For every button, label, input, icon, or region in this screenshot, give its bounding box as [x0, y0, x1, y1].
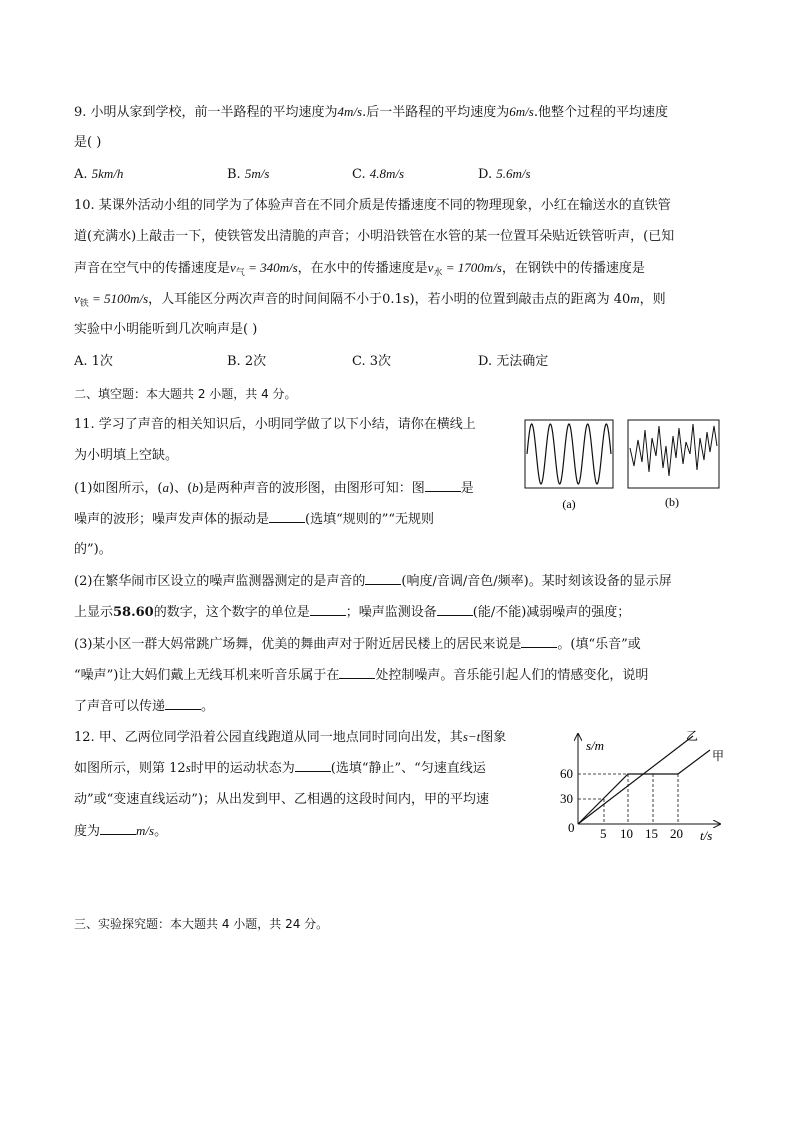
q10-stem-line2: 道(充满水)上敲击一下，使铁管发出清脆的声音；小明沿铁管在水管的某一位置耳朵贴近铁管听声，(已知: [74, 229, 675, 244]
q12-stem-line4: 度为 m/s。: [74, 823, 168, 839]
origin-label: 0: [568, 820, 575, 835]
q9-stem-line2: 是( ): [74, 135, 102, 150]
q11-part1-line3: 的”)。: [74, 542, 112, 557]
ytick-60: 60: [560, 766, 573, 781]
q12-stem-line1: 12. 甲、乙两位同学沿着公园直线跑道从同一地点同时同向出发，其s−t图象: [74, 729, 507, 745]
q10-option-b[interactable]: B. 2次: [227, 354, 267, 369]
fig-label-a: (a): [562, 497, 576, 511]
q10-stem-line3: 声音在空气中的传播速度是$v_气 = 340m/s$，在水中的传播速度是$v_水 = 1700m/s$，在钢铁中的传播速度是: [74, 260, 645, 278]
waveform-b-irregular: [630, 424, 717, 476]
answer-blank[interactable]: [310, 602, 346, 616]
q12-stem-line3: 动”或“变速直线运动”)；从出发到甲、乙相遇的这段时间内，甲的平均速: [74, 792, 490, 807]
q10-stem-line4: $v_铁 = 5100m/s$，人耳能区分两次声音的时间间隔不小于0.1s)，若小明的位置到敲击点的距离为 40m，则: [74, 291, 666, 309]
q11-stem-line1: 11. 学习了声音的相关知识后，小明同学做了以下小结，请你在横线上: [74, 417, 476, 432]
q10-option-a[interactable]: A. 1次: [74, 354, 113, 369]
y-axis-label: s/m: [586, 738, 605, 753]
answer-blank[interactable]: [425, 478, 461, 492]
answer-blank[interactable]: [365, 571, 401, 585]
q12-stem-line2: 如图所示，则第 12s时甲的运动状态为 (选填“静止”、“匀速直线运: [74, 760, 486, 776]
answer-blank[interactable]: [100, 821, 136, 835]
answer-blank[interactable]: [521, 634, 557, 648]
xtick-10: 10: [620, 826, 633, 841]
q9-stem-line1: 9. 小明从家到学校，前一半路程的平均速度为4m/s.后一半路程的平均速度为6m/s.他整个过程的平均速度: [74, 104, 668, 120]
q10-option-d[interactable]: D. 无法确定: [478, 354, 549, 369]
q10-option-c[interactable]: C. 3次: [352, 354, 392, 369]
fig-label-b: (b): [665, 495, 679, 509]
xtick-15: 15: [645, 826, 658, 841]
label-yi: 乙: [686, 729, 699, 743]
q9-option-c[interactable]: C. 4.8m/s: [352, 166, 405, 182]
q11-part2-line1: (2)在繁华闹市区设立的噪声监测器测定的是声音的 (响度/音调/音色/频率)。某时刻该设备的显示屏: [74, 571, 672, 592]
section-title-fill-in: 二、填空题：本大题共 2 小题，共 4 分。: [74, 387, 297, 401]
q9-option-d[interactable]: D. 5.6m/s: [478, 166, 531, 182]
q11-part3-line1: (3)某小区一群大妈常跳广场舞，优美的舞曲声对于附近居民楼上的居民来说是 。(填“乐音”或: [74, 634, 641, 655]
q10-stem-line1: 10. 某课外活动小组的同学为了体验声音在不同介质是传播速度不同的物理现象，小红在输送水的直铁管: [74, 198, 671, 213]
answer-blank[interactable]: [295, 758, 331, 772]
q11-part3-line2: “噪声”)让大妈们戴上无线耳机来听音乐属于在 处控制噪声。音乐能引起人们的情感变化，说明: [74, 665, 648, 686]
waveform-b-frame: [628, 420, 719, 488]
st-graph: [560, 726, 730, 846]
q11-part3-line3: 了声音可以传递 。: [74, 696, 214, 717]
answer-blank[interactable]: [437, 602, 473, 616]
answer-blank[interactable]: [165, 696, 201, 710]
waveform-figures: [522, 418, 722, 514]
label-jia: 甲: [712, 749, 725, 763]
q10-stem-line5: 实验中小明能听到几次响声是( ): [74, 322, 258, 337]
waveform-a-frame: [525, 420, 613, 488]
section-title-experiment: 三、实验探究题：本大题共 4 小题，共 24 分。: [74, 917, 329, 931]
xtick-20: 20: [670, 826, 683, 841]
q11-part1-line2: 噪声的波形；噪声发声体的振动是 (选填“规则的”“无规则: [74, 509, 434, 530]
answer-blank[interactable]: [269, 509, 305, 523]
q11-stem-line2: 为小明填上空缺。: [74, 448, 179, 463]
answer-blank[interactable]: [339, 665, 375, 679]
x-axis-label: t/s: [700, 828, 713, 843]
line-jia: [578, 750, 710, 824]
q11-part1-line1: (1)如图所示，(a)、(b)是两种声音的波形图，由图形可知：图 是: [74, 480, 474, 496]
waveform-a-regular: [527, 424, 611, 484]
xtick-5: 5: [600, 826, 607, 841]
q11-part2-line2: 上显示58.60的数字，这个数字的单位是 ；噪声监测设备 (能/不能)减弱噪声的强度；: [74, 602, 630, 623]
q9-option-a[interactable]: A. 5km/h: [74, 166, 124, 182]
ytick-30: 30: [560, 791, 573, 806]
q9-option-b[interactable]: B. 5m/s: [227, 166, 270, 182]
